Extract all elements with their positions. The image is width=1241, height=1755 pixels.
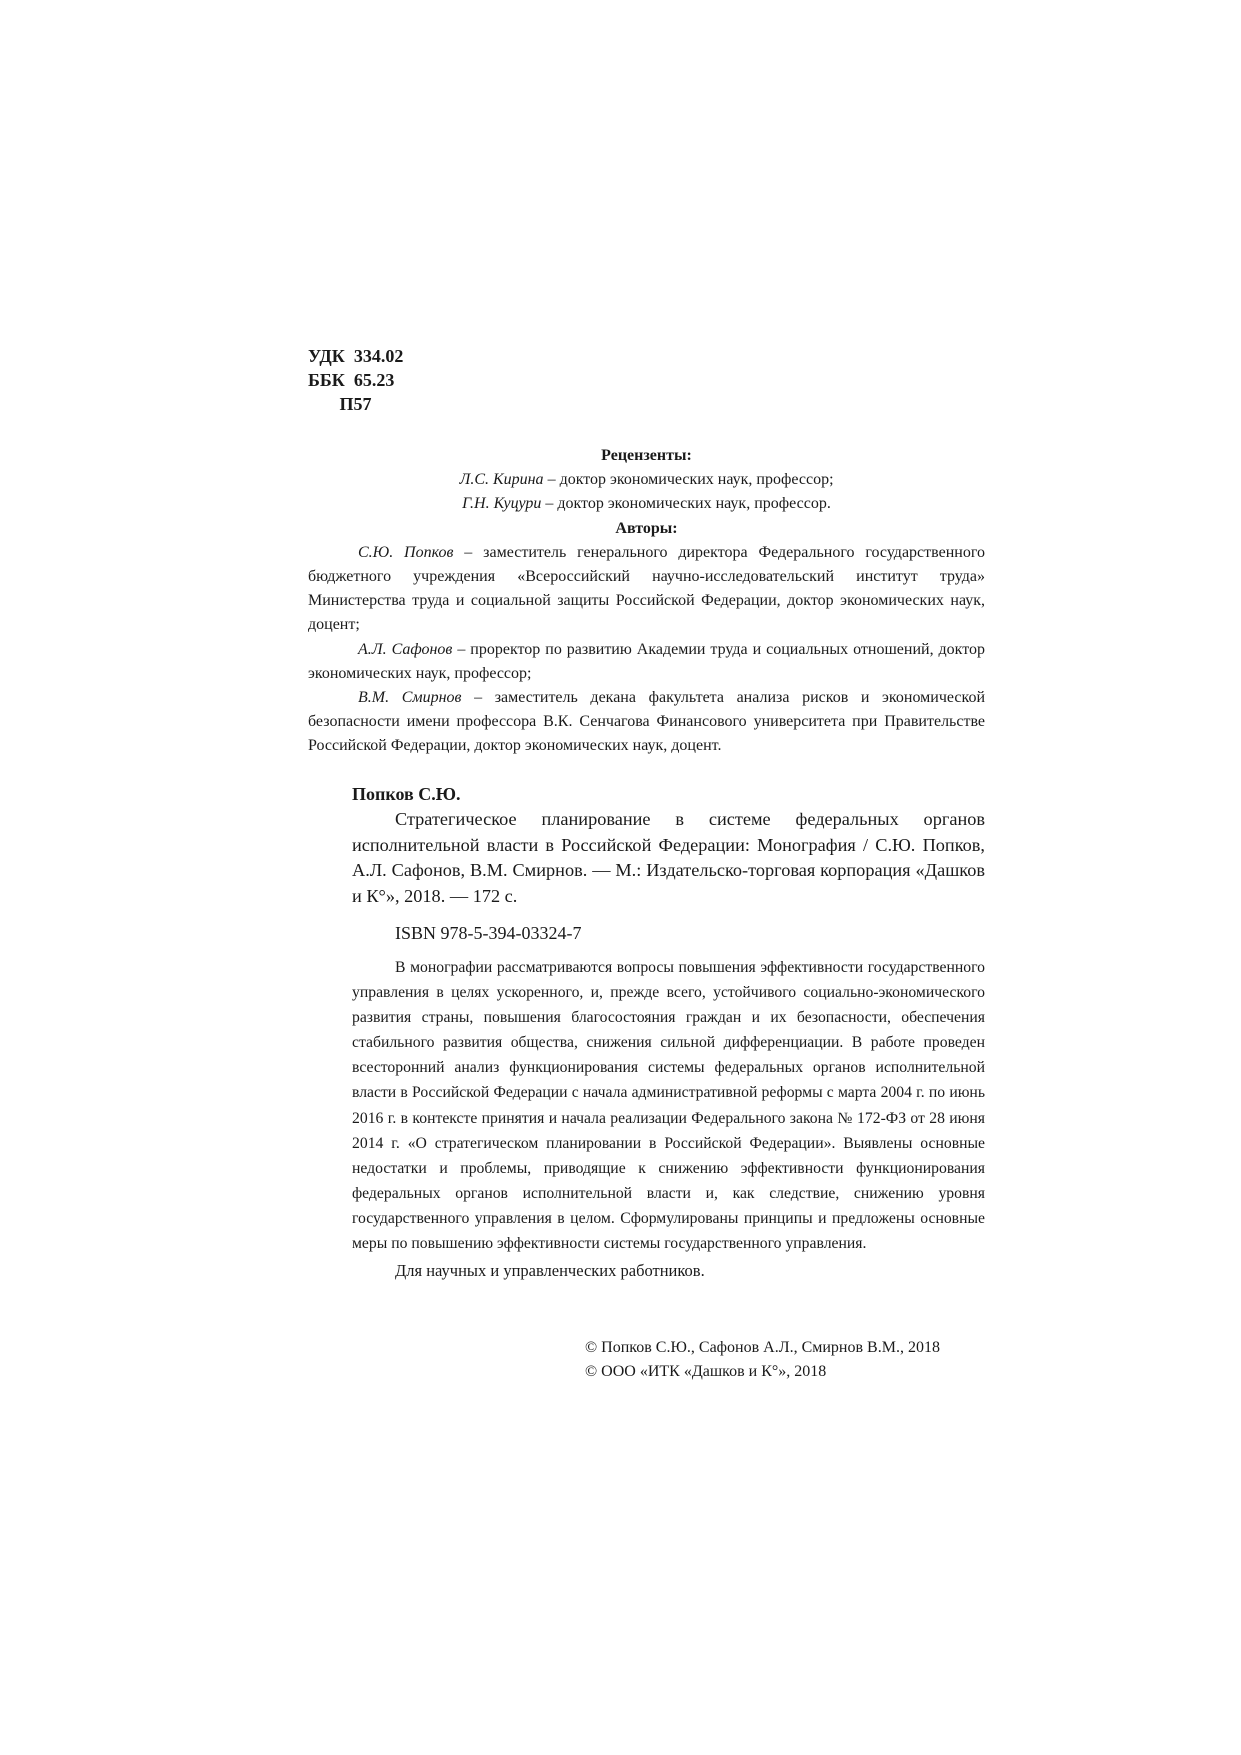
reviewer-name: Л.С. Кирина — [459, 471, 544, 489]
reviewers-heading: Рецензенты: — [601, 447, 692, 464]
reviewer-line — [308, 492, 985, 516]
reviewer-desc: – доктор экономических наук, профессор. — [541, 495, 831, 513]
reviewer-line — [308, 468, 985, 492]
udk-code: УДК 334.02 — [308, 346, 404, 366]
reviewers-section — [308, 444, 985, 759]
copyright-line: © Попков С.Ю., Сафонов А.Л., Смирнов В.М., 2018 — [585, 1339, 940, 1356]
author-entry — [308, 638, 985, 686]
reviewer-name: Г.Н. Куцури — [462, 495, 542, 513]
annotation-text: В монографии рассматриваются вопросы повышения эффективности государственного управления в целях ускоренного, и, прежде всего, устойчивого социально-экономического развития страны, повышения благосостояния граждан и их безопасности, обеспечения стабильного развития общества, снижения сильной дифференциации. В работе проведен всесторонний анализ функционирования системы федеральных органов исполнительной власти в Российской Федерации с начала административной реформы с марта 2004 г. по июнь 2016 г. в контексте принятия и начала реализации Федерального закона № 172-ФЗ от 28 июня 2014 г. «О стратегическом планировании в Российской Федерации». Выявлены основные недостатки и проблемы, приводящие к снижению эффективности функционирования федеральных органов исполнительной власти и, как следствие, снижению уровня государственного управления в целом. Сформулированы принципы и предложены основные меры по повышению эффективности системы государственного управления. — [352, 959, 985, 1253]
author-mark: П57 — [308, 394, 372, 414]
bib-description: Стратегическое планирование в системе федеральных органов исполнительной власти в Российской Федерации: Монография / С.Ю. Попков, А.Л. Сафонов, В.М. Смирнов. — М.: Издательско-торговая корпорация «Дашков и К°», 2018. — 172 с. — [352, 809, 985, 906]
author-name: А.Л. Сафонов — [358, 640, 453, 658]
author-entry — [308, 541, 985, 638]
author-desc: – проректор по развитию Академии труда и социальных отношений, доктор экономических наук, профессор; — [308, 640, 986, 682]
copyright-line: © ООО «ИТК «Дашков и К°», 2018 — [585, 1363, 827, 1380]
bbk-code: ББК 65.23 — [308, 370, 395, 390]
authors-heading: Авторы: — [615, 519, 678, 537]
bib-author: Попков С.Ю. — [352, 784, 461, 804]
author-name: В.М. Смирнов — [358, 689, 462, 707]
audience-text: Для научных и управленческих работников. — [395, 1261, 705, 1281]
author-entry — [308, 686, 985, 759]
reviewer-desc: – доктор экономических наук, профессор; — [543, 471, 834, 489]
copyright-block — [585, 1336, 940, 1384]
author-name: С.Ю. Попков — [358, 543, 454, 561]
author-desc: – заместитель генерального директора Федерального государственного бюджетного учреждения «Всероссийский научно-исследовательский институт труда» Министерства труда и социальной защиты Российской Федерации, доктор экономических наук, доцент; — [308, 543, 985, 634]
bibliographic-record — [352, 781, 985, 945]
annotation — [352, 955, 985, 1283]
author-desc: – заместитель декана факультета анализа рисков и экономической безопасности имени профессора В.К. Сенчагова Финансового университета при Правительстве Российской Федерации, доктор экономических наук, доцент. — [308, 689, 986, 755]
classification-codes — [308, 344, 403, 416]
isbn: ISBN 978-5-394-03324-7 — [395, 923, 582, 944]
